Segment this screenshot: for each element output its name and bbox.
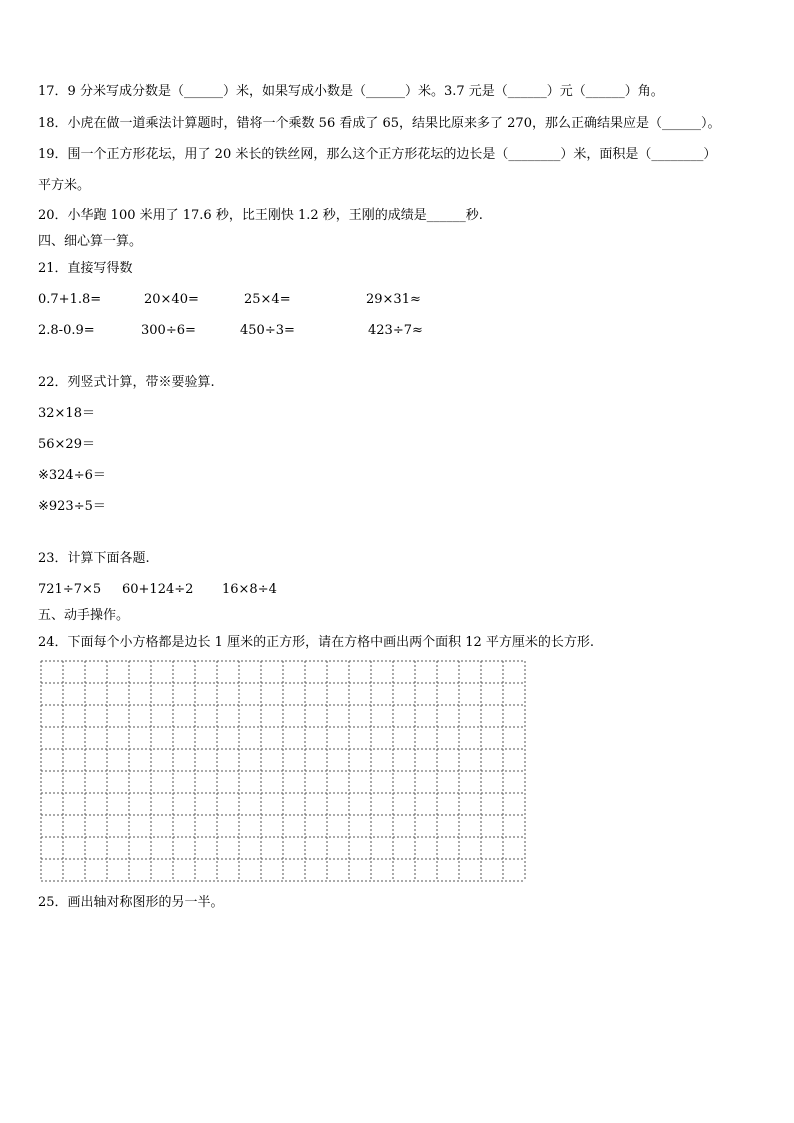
q21-title: 21．直接写得数 [38, 261, 133, 276]
q22-item-2: 56×29＝ [38, 437, 95, 452]
q18: 18．小虎在做一道乘法计算题时，错将一个乘数 56 看成了 65，结果比原来多了 270，那么正确结果应是（______）。 [38, 116, 721, 131]
q23-item-1: 721÷7×5 [38, 582, 102, 597]
q21-row2-a: 2.8-0.9= [38, 323, 95, 338]
q20: 20．小华跑 100 米用了 17.6 秒，比王刚快 1.2 秒，王刚的成绩是______秒. [38, 208, 483, 223]
q21-row1-d: 29×31≈ [366, 292, 421, 307]
q21-row2-d: 423÷7≈ [368, 323, 423, 338]
q25-title: 25．画出轴对称图形的另一半。 [38, 895, 224, 910]
q23-item-2: 60+124÷2 [122, 582, 194, 597]
q22-title: 22．列竖式计算，带※要验算. [38, 375, 215, 390]
q19-line2: 平方米。 [38, 178, 91, 193]
q21-row1-b: 20×40= [144, 292, 199, 307]
q23-item-3: 16×8÷4 [222, 582, 277, 597]
q23-title: 23．计算下面各题. [38, 551, 150, 566]
section4-heading: 四、细心算一算。 [38, 234, 143, 249]
q24-title: 24．下面每个小方格都是边长 1 厘米的正方形，请在方格中画出两个面积 12 平方厘米的长方形. [38, 635, 595, 650]
q21-row2-b: 300÷6= [141, 323, 196, 338]
section5-heading: 五、动手操作。 [38, 608, 130, 623]
q22-item-1: 32×18＝ [38, 406, 95, 421]
q17: 17．9 分米写成分数是（______）米，如果写成小数是（______）米。3.7 元是（______）元（______）角。 [38, 84, 664, 99]
q22-item-3: ※324÷6＝ [38, 468, 106, 483]
square-grid[interactable] [40, 660, 530, 886]
q19-line1: 19．围一个正方形花坛，用了 20 米长的铁丝网，那么这个正方形花坛的边长是（________）米，面积是（________） [38, 147, 717, 162]
q21-row1-a: 0.7+1.8= [38, 292, 102, 307]
q22-item-4: ※923÷5＝ [38, 499, 106, 514]
q21-row2-c: 450÷3= [240, 323, 295, 338]
q21-row1-c: 25×4= [244, 292, 291, 307]
